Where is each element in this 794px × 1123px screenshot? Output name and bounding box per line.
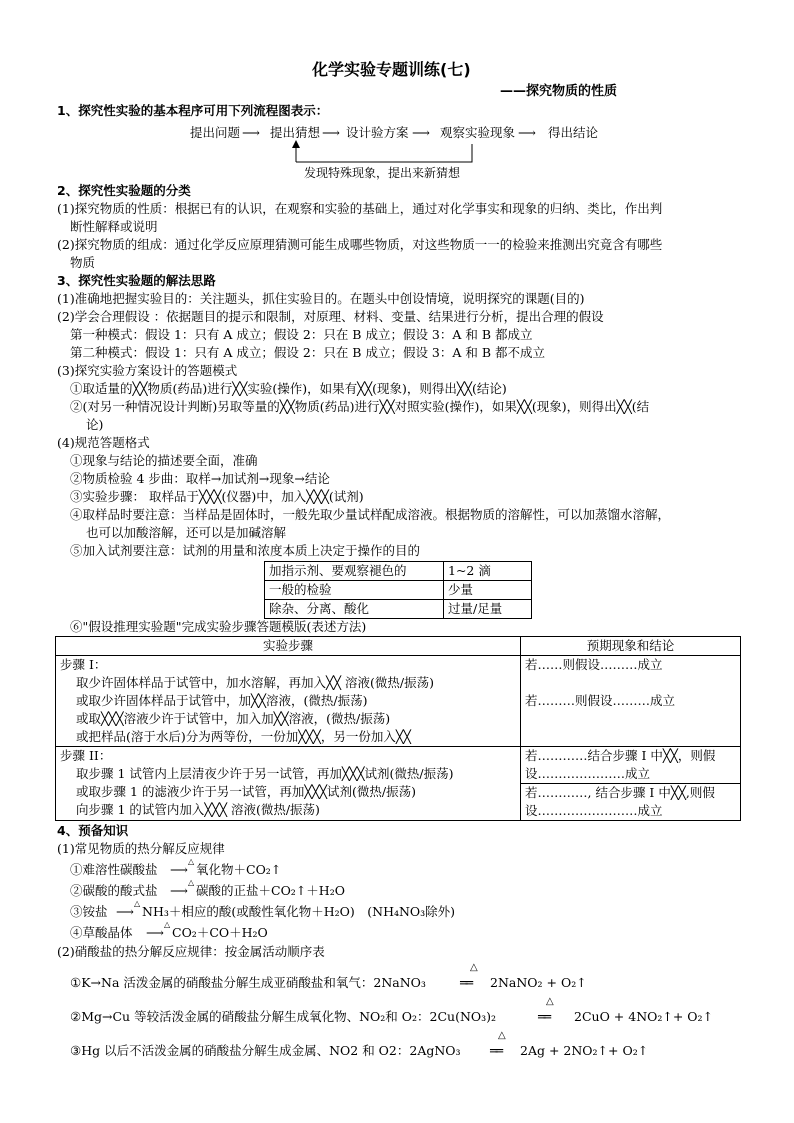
header-results: 预期现象和结论 [521, 637, 741, 656]
flow-step-1: 提出问题 [190, 125, 241, 140]
s4-l1: (1)常见物质的热分解反应规律 [57, 841, 225, 856]
s3-l6: ①取适量的╳╳物质(药品)进行╳╳实验(操作)，如果有╳╳(现象)，则得出╳╳(结论) [70, 381, 507, 396]
flow-step-5: 得出结论 [548, 125, 599, 140]
reaction-1-arrow: ⟶ [170, 862, 188, 877]
table-cell: 少量 [444, 581, 532, 600]
reaction-4-right: CO₂＋CO＋H₂O [172, 925, 268, 940]
s3-l7: ②(对另一种情况设计判断)另取等量的╳╳物质(药品)进行╳╳对照实验(操作)，如果╳╳(现象)，则得出╳╳(结 [70, 399, 650, 414]
reaction-1-right: 氧化物＋CO₂↑ [196, 862, 282, 877]
result-line: 若……则假设………成立 [525, 657, 663, 672]
equal-arrow-1: ══ [460, 975, 472, 990]
s3-l7b: 论) [86, 417, 104, 432]
nitrate-3-right: 2Ag + 2NO₂↑+ O₂↑ [520, 1043, 649, 1058]
table-row [265, 562, 532, 581]
step-1-cell [56, 656, 521, 747]
nitrate-2-right: 2CuO + 4NO₂↑+ O₂↑ [574, 1009, 714, 1024]
step-line: 或取少许固体样品于试管中，加╳╳溶液，(微热/振荡) [76, 693, 368, 708]
s3-l12b: 也可以加酸溶解，还可以是加碱溶解 [86, 525, 287, 540]
s3-l5: (3)探究实验方案设计的答题模式 [57, 363, 238, 378]
delta-symbol: △ [188, 857, 195, 866]
s3-l1: (1)准确地把握实验目的：关注题头，抓住实验目的。在题头中创设情境，说明探究的课题(目的) [57, 291, 585, 306]
result-1-cell [521, 656, 741, 747]
step-line: 或取╳╳╳溶液少许于试管中，加入加╳╳溶液，(微热/振荡) [76, 711, 391, 726]
table-cell: 过量/足量 [444, 600, 532, 619]
flow-step-2: 提出猜想 [270, 125, 321, 140]
delta-symbol: △ [498, 1030, 506, 1041]
delta-symbol: △ [164, 920, 171, 929]
s3-l2: (2)学会合理假设 ：依据题目的提示和限制，对原理、材料、变量、结果进行分析，提出合理的假设 [57, 309, 604, 324]
s2-p2b: 物质 [70, 255, 96, 270]
reaction-3-arrow: ⟶ [116, 904, 134, 919]
nitrate-3-left: ③Hg 以后不活泼金属的硝酸盐分解生成金属、NO2 和 O2：2AgNO₃ [70, 1043, 461, 1058]
flow-step-3: 设计验方案 [346, 125, 409, 140]
flow-loop-note: 发现特殊现象，提出来新猜想 [304, 166, 461, 180]
header-steps: 实验步骤 [56, 637, 521, 656]
step-line: 取少许固体样品于试管中，加水溶解，再加入╳╳ 溶液(微热/振荡) [76, 675, 434, 690]
delta-symbol: △ [188, 878, 195, 887]
reaction-3-left: ③铵盐 [70, 904, 108, 919]
result-line: 若…………结合步骤 I 中╳╳，则假 [525, 748, 716, 763]
result-line: 若…………, 结合步骤 I 中╳╳,则假 [525, 785, 715, 800]
result-line: 设…………………成立 [525, 766, 651, 781]
reaction-3-right: NH₃＋相应的酸(或酸性氧化物＋H₂O) (NH₄NO₃除外) [142, 904, 456, 919]
s3-l11: ③实验步骤： 取样品于╳╳╳(仪器)中，加入╳╳╳(试剂) [70, 489, 364, 504]
flow-step-4: 观察实验现象 [440, 125, 516, 140]
step-line: 或取步骤 1 的滤液少许于另一试管，再加╳╳╳试剂(微热/振荡) [76, 784, 416, 799]
reaction-4-arrow: ⟶ [146, 925, 164, 940]
step-line: 向步骤 1 的试管内加入╳╳╳ 溶液(微热/振荡) [76, 802, 320, 817]
section-3-heading: 3、探究性实验题的解法思路 [57, 273, 216, 288]
reaction-1-left: ①难溶性碳酸盐 [70, 862, 158, 877]
delta-symbol: △ [546, 996, 554, 1007]
s3-l14: ⑥"假设推理实验题"完成实验步骤答题模版(表述方法) [70, 619, 367, 634]
s4-l2: (2)硝酸盐的热分解反应规律：按金属活动顺序表 [57, 944, 325, 959]
s3-l12: ④取样品时要注意：当样品是固体时，一般先取少量试样配成溶液。根据物质的溶解性，可以加蒸馏水溶解， [70, 507, 671, 522]
flow-arrow-2: ⟶ [322, 125, 340, 140]
reagent-amount-table [264, 561, 532, 619]
table-cell: 一般的检验 [265, 581, 444, 600]
flow-loop-lines [280, 140, 480, 164]
table-header-row [56, 637, 741, 656]
s3-l4: 第二种模式：假设 1：只有 A 成立；假设 2：只在 B 成立；假设 3：A 和 B 都不成立 [70, 345, 546, 360]
section-2-heading: 2、探究性实验题的分类 [57, 183, 191, 198]
table-row [56, 747, 741, 821]
section-4-heading: 4、预备知识 [57, 823, 129, 838]
table-cell: 加指示剂、要观察褪色的 [265, 562, 444, 581]
delta-symbol: △ [134, 899, 141, 908]
s2-p2a: (2)探究物质的组成：通过化学反应原理猜测可能生成哪些物质，对这些物质一一的检验来推测出究竟含有哪些 [57, 237, 663, 252]
step-2-label: 步骤 II： [60, 748, 112, 763]
step-1-label: 步骤 I： [60, 657, 107, 672]
reaction-2-arrow: ⟶ [170, 883, 188, 898]
s3-l9: ①现象与结论的描述要全面，准确 [70, 453, 258, 468]
table-row [265, 581, 532, 600]
page-subtitle: ——探究物质的性质 [500, 84, 618, 99]
reaction-2-left: ②碳酸的酸式盐 [70, 883, 158, 898]
nitrate-1-left: ①K→Na 活泼金属的硝酸盐分解生成亚硝酸盐和氧气：2NaNO₃ [70, 975, 426, 990]
flow-arrow-1: ⟶ [242, 125, 260, 140]
s2-p1a: (1)探究物质的性质：根据已有的认识，在观察和实验的基础上，通过对化学事实和现象的归纳、类比，作出判 [57, 201, 663, 216]
step-line: 取步骤 1 试管内上层清夜少许于另一试管，再加╳╳╳试剂(微热/振荡) [76, 766, 454, 781]
page-title: 化学实验专题训练(七) [312, 60, 471, 79]
reaction-2-right: 碳酸的正盐＋CO₂↑＋H₂O [196, 883, 345, 898]
experiment-steps-table [55, 636, 741, 821]
equal-arrow-3: ══ [490, 1043, 502, 1058]
nitrate-1-right: 2NaNO₂ + O₂↑ [490, 975, 587, 990]
table-row [265, 600, 532, 619]
flow-arrow-3: ⟶ [412, 125, 430, 140]
table-cell: 除杂、分离、酸化 [265, 600, 444, 619]
table-row [56, 656, 741, 747]
equal-arrow-2: ══ [538, 1009, 550, 1024]
nitrate-2-left: ②Mg→Cu 等较活泼金属的硝酸盐分解生成氧化物、NO₂和 O₂：2Cu(NO₃)₂ [70, 1009, 497, 1024]
step-line: 或把样品(溶于水后)分为两等份，一份加╳╳╳，另一份加入╳╳ [76, 729, 411, 744]
table-cell: 1~2 滴 [444, 562, 532, 581]
reaction-4-left: ④草酸晶体 [70, 925, 133, 940]
result-line: 若………则假设………成立 [525, 693, 676, 708]
s3-l3: 第一种模式：假设 1：只有 A 成立；假设 2：只在 B 成立；假设 3：A 和 B 都成立 [70, 327, 533, 342]
result-2-cell [521, 747, 741, 821]
s3-l8: (4)规范答题格式 [57, 435, 150, 450]
result-line: 设……………………成立 [525, 803, 663, 818]
s3-l10: ②物质检验 4 步曲：取样→加试剂→现象→结论 [70, 471, 330, 486]
delta-symbol: △ [470, 962, 478, 973]
s3-l13: ⑤加入试剂要注意：试剂的用量和浓度本质上决定于操作的目的 [70, 543, 421, 558]
flow-arrow-4: ⟶ [518, 125, 536, 140]
s2-p1b: 断性解释或说明 [70, 219, 158, 234]
section-1-heading: 1、探究性实验的基本程序可用下列流程图表示： [57, 103, 329, 118]
step-2-cell [56, 747, 521, 821]
